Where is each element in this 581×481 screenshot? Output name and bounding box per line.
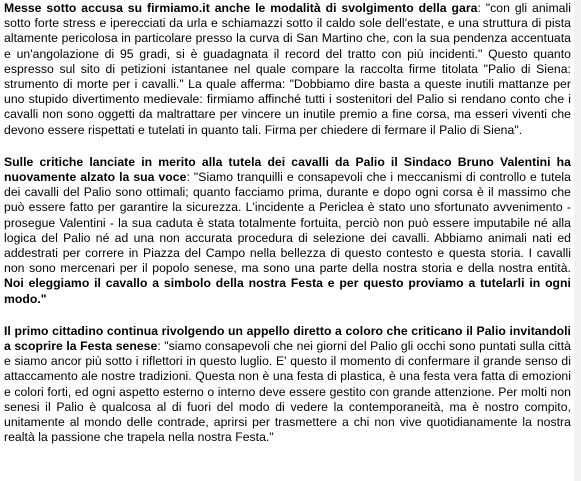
paragraph-lead: Sulle critiche lanciate in merito alla tutela dei cavalli da Palio il Sindaco Bruno Valentini ha nuovamente alzato la sua voce (4, 154, 571, 185)
paragraph-petition (4, 1, 571, 138)
paragraph-bold-tail: Noi eleggiamo il cavallo a simbolo della nostra Festa e per questo proviamo a tutelarli in ogni modo." (4, 276, 571, 306)
paragraph-lead: Messe sotto accusa su firmiamo.it anche le modalità di svolgimento della gara (4, 1, 478, 15)
vertical-scrollbar[interactable] (574, 0, 581, 481)
article-body (4, 1, 571, 462)
paragraph-text: : "con gli animali sotto forte stress e iperecciati da urla e schiamazzi sotto il caldo sole dell'estate, e una struttura di pista altamente pericolosa in particolare presso la curva di San Martino che, con la sua pendenza accentuata e un'angolazione di 95 gradi, si è guadagnata il record del tratto con più incidenti." Questo quanto espresso sul sito di petizioni istantanee nel quale compare la raccolta firme titolata "Palio di Siena: strumento di morte per i cavalli." La quale afferma: "Dobbiamo dire basta a queste inutili mattanze per uno stupido divertimento medievale: firmiamo affinché tutti i sostenitori del Palio si rendano conto che i cavalli non sono oggetti da maltrattare per vincere un inutile premio a fine corsa, ma esseri viventi che devono essere rispettati e tutelati in quanto tali. Firma per chiedere di fermare il Palio di Siena". (4, 1, 571, 137)
paragraph-lead: Il primo cittadino continua rivolgendo un appello diretto a coloro che criticano il Palio invitandoli a scoprire la Festa senese (4, 323, 571, 354)
paragraph-mayor-appeal (4, 324, 571, 446)
paragraph-text: : "Siamo tranquilli e consapevoli che i meccanismi di controllo e tutela dei cavalli del Palio sono ottimali; quanto facciamo prima, durante e dopo ogni corsa è il massimo che può essere fatto per garantire la sicurezza. L'incidente a Periclea è stato uno sfortunato avvenimento - prosegue Valentini - la sua caduta è stata totalmente fortuita, perciò non può essere imputabile né alla logica del Palio né ad una non accurata procedura di selezione dei cavalli. Abbiamo animali nati ed addestrati per correre in Piazza del Campo nella bellezza di questo contesto e questa storia. I cavalli non sono mercenari per il popolo senese, ma sono una parte della nostra storia e della nostra entità. (4, 170, 571, 276)
paragraph-mayor-response (4, 155, 571, 307)
paragraph-text: : "siamo consapevoli che nei giorni del Palio gli occhi sono puntati sulla città e siamo ancor più sotto i riflettori in questo luglio. E' questo il momento di confermare il grande senso di attaccamento ale nostre tradizioni. Questa non è una festa di plastica, è una festa vera fatta di emozioni e colori forti, ed ogni aspetto esterno o interno deve essere gestito con grande attenzione. Per molti non senesi il Palio è qualcosa al di fuori del modo di vedere la contemporaneità, ma è nostro compito, unitamente al mondo delle contrade, aprirsi per trasmettere a chi non vive quotidianamente la nostra realtà la passione che trapela nella nostra Festa." (4, 339, 571, 445)
